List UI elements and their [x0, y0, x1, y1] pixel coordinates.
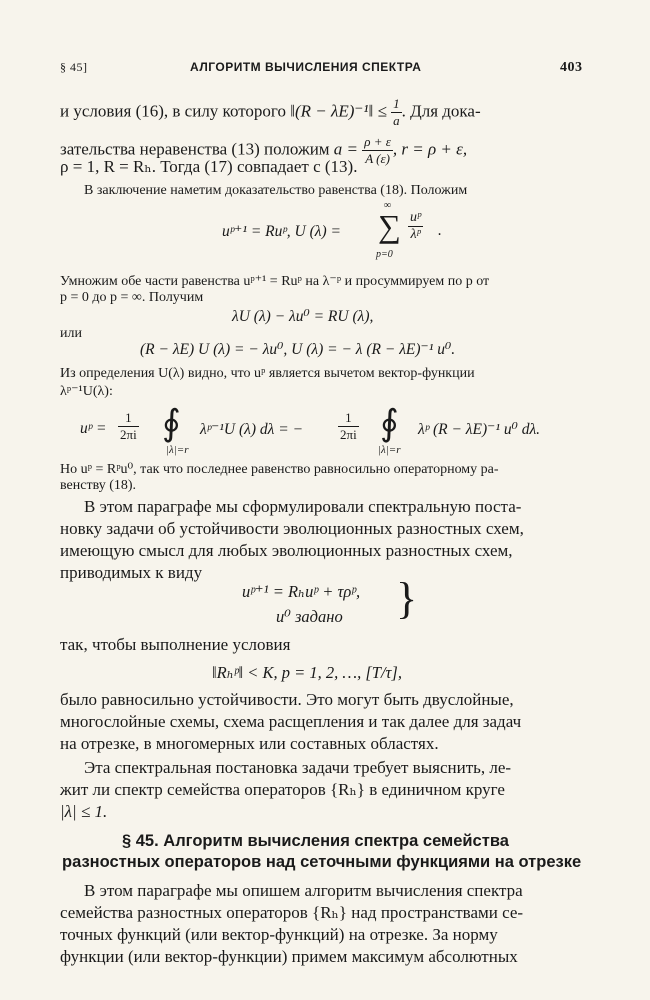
- sum-lower-limit: p=0: [376, 249, 393, 260]
- header-section-number: § 45]: [60, 60, 88, 74]
- formula-period: .: [438, 222, 442, 239]
- paragraph-line: Эта спектральная постановка задачи требует выяснить, ле-: [84, 758, 512, 777]
- formula-text: uᵖ =: [80, 420, 107, 437]
- fraction: [391, 96, 402, 129]
- equation-part: a =: [333, 139, 359, 159]
- section-heading: разностных операторов над сеточными функциями на отрезке: [62, 853, 582, 871]
- system-equation: u⁰ задано: [276, 607, 343, 626]
- paragraph-line: многослойные схемы, схема расщепления и так далее для задач: [60, 712, 522, 731]
- paragraph-line: ρ = 1, R = Rₕ. Тогда (17) совпадает с (13).: [60, 157, 358, 176]
- fraction: [362, 134, 393, 167]
- formula-equation: (R − λE) U (λ) = − λu⁰, U (λ) = − λ (R − λE)⁻¹ u⁰.: [140, 341, 456, 358]
- fraction-numerator: uᵖ: [410, 210, 421, 225]
- paragraph-line: Но uᵖ = Rᵖu⁰, так что последнее равенство равносильно операторному ра-: [60, 462, 499, 477]
- system-equation: uᵖ⁺¹ = Rₕuᵖ + τρᵖ,: [242, 582, 361, 601]
- paragraph-line: или: [60, 326, 82, 341]
- fraction-denominator: A (ε): [365, 151, 390, 166]
- paragraph-line: семейства разностных операторов {Rₕ} над пространствами се-: [60, 903, 524, 922]
- paragraph-line: В этом параграфе мы сформулировали спектральную поста-: [84, 497, 522, 516]
- formula-text: λᵖ⁻¹U (λ) dλ = −: [200, 421, 304, 438]
- fraction-denominator: 2πi: [340, 427, 357, 442]
- contour-integral-symbol: ∮: [162, 403, 181, 443]
- header-title: АЛГОРИТМ ВЫЧИСЛЕНИЯ СПЕКТРА: [190, 60, 422, 74]
- fraction-numerator: 1: [338, 410, 359, 427]
- text-run: . Для дока-: [401, 101, 481, 121]
- inequality: ‖(R − λE)⁻¹‖ ≤: [290, 101, 387, 121]
- fraction-denominator: 2πi: [120, 427, 137, 442]
- paragraph-line: |λ| ≤ 1.: [60, 802, 108, 821]
- paragraph-line: В заключение наметим доказательство равенства (18). Положим: [84, 183, 468, 198]
- paragraph-line: новку задачи об устойчивости эволюционных разностных схем,: [60, 519, 524, 538]
- sum-upper-limit: ∞: [384, 200, 392, 211]
- paragraph-line: так, чтобы выполнение условия: [60, 635, 291, 654]
- paragraph-line: жит ли спектр семейства операторов {Rₕ} в единичном круге: [60, 780, 505, 799]
- fraction-numerator: ρ + ε: [364, 134, 391, 149]
- paragraph-line: на отрезке, в многомерных или составных областях.: [60, 734, 439, 753]
- fraction-numerator: 1: [118, 410, 139, 427]
- section-heading: § 45. Алгоритм вычисления спектра семейства: [122, 832, 509, 850]
- paragraph-line: венству (18).: [60, 478, 137, 493]
- paragraph-line: имеющую смысл для любых эволюционных разностных схем,: [60, 541, 513, 560]
- formula-condition: ‖Rₕᵖ‖ < K, p = 1, 2, …, [T/τ],: [212, 663, 402, 682]
- paragraph-line: [60, 96, 481, 129]
- fraction: [408, 210, 423, 243]
- formula-text: uᵖ⁺¹ = Ruᵖ, U (λ) =: [222, 223, 341, 240]
- formula-equation: λU (λ) − λu⁰ = RU (λ),: [232, 308, 374, 325]
- fraction-denominator: a: [393, 113, 400, 128]
- paragraph-line: функции (или вектор-функции) примем максимум абсолютных: [60, 947, 518, 966]
- paragraph-line: В этом параграфе мы опишем алгоритм вычисления спектра: [84, 881, 523, 900]
- contour-integral-symbol: ∮: [380, 403, 399, 443]
- fraction-numerator: 1: [393, 96, 400, 111]
- paragraph-line: Из определения U(λ) видно, что uᵖ является вычетом вектор-функции: [60, 366, 475, 381]
- paragraph-line: точных функций (или вектор-функций) на отрезке. За норму: [60, 925, 498, 944]
- integral-subscript: |λ|=r: [378, 444, 401, 456]
- paragraph-line: p = 0 до p = ∞. Получим: [60, 290, 204, 305]
- summation-symbol: ∑: [378, 208, 401, 244]
- paragraph-line: Умножим обе части равенства uᵖ⁺¹ = Ruᵖ на λ⁻ᵖ и просуммируем по p от: [60, 274, 490, 289]
- equation-part: , r = ρ + ε,: [392, 139, 468, 159]
- paragraph-line: λᵖ⁻¹U(λ):: [60, 384, 113, 399]
- fraction-denominator: λᵖ: [410, 227, 421, 242]
- formula-text: λᵖ (R − λE)⁻¹ u⁰ dλ.: [418, 421, 541, 438]
- fraction: [338, 410, 359, 443]
- text-run: зательства неравенства (13) положим: [60, 139, 330, 159]
- integral-subscript: |λ|=r: [166, 444, 189, 456]
- system-brace: }: [396, 574, 418, 623]
- paragraph-line: приводимых к виду: [60, 563, 203, 582]
- text-run: и условия (16), в силу которого: [60, 101, 286, 121]
- fraction: [118, 410, 139, 443]
- formula-definition: [222, 222, 341, 241]
- page-number: 403: [560, 60, 583, 75]
- paragraph-line: было равносильно устойчивости. Это могут быть двуслойные,: [60, 690, 514, 709]
